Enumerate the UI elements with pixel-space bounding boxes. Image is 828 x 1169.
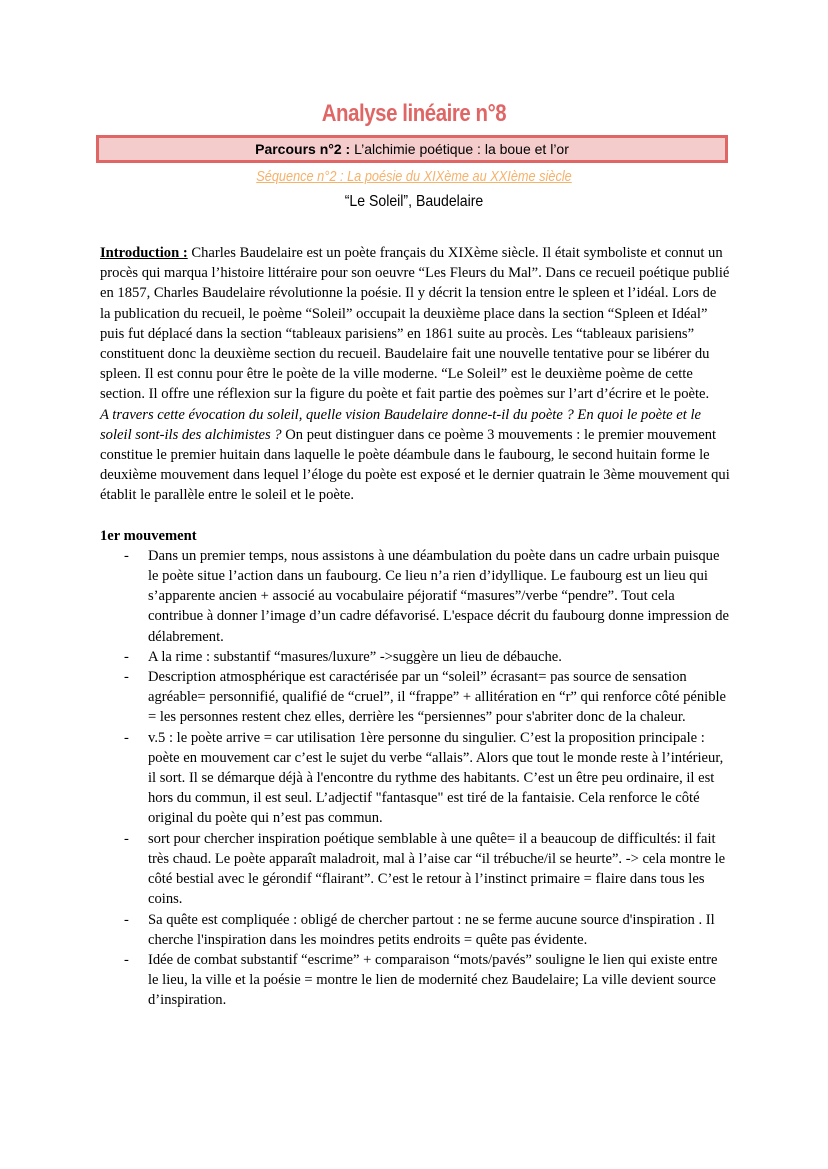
introduction-section — [100, 243, 730, 506]
poem-title: “Le Soleil”, Baudelaire — [344, 193, 484, 210]
list-item-text: Dans un premier temps, nous assistons à une déambulation du poète dans un cadre urbain puisque le poète situe l’action dans un faubourg. Ce lieu n’a rien d’idyllique. Le faubourg est un lieu qui s’apparente ancien + associé au vocabulaire péjoratif “masures”/verbe “pendre”. Tout cela contribue à donner l’image d’un cadre défavorisé. L'espace décrit du faubourg donne impression de délabrement. — [148, 547, 730, 645]
list-item — [124, 950, 730, 1011]
bullet-dash: - — [124, 669, 129, 686]
list-item-text: Description atmosphérique est caractérisée par un “soleil” écrasant= pas source de sensation agréable= personnifié, qualifié de “cruel”, il “frappe” + allitération en “r” qui renforce côté pénible = les personnes restent chez elles, derrière les “persiennes” pour s'abriter donc de la chaleur. — [148, 669, 727, 726]
problematic-paragraph — [100, 405, 730, 506]
bullet-dash: - — [124, 729, 129, 746]
bullet-dash: - — [124, 648, 129, 665]
list-item — [124, 647, 730, 667]
movement-bullet-list — [100, 546, 730, 1011]
introduction-paragraph — [100, 243, 730, 405]
bullet-dash: - — [124, 830, 129, 847]
bullet-dash: - — [124, 911, 129, 928]
bullet-dash: - — [124, 951, 129, 968]
parcours-label: Parcours n°2 : — [255, 141, 351, 157]
list-item — [124, 829, 730, 910]
list-item-text: Sa quête est compliquée : obligé de chercher partout : ne se ferme aucune source d'inspiration . Il cherche l'inspiration dans les moindres petits endroits = quête pas évidente. — [148, 911, 715, 948]
introduction-label: Introduction : — [100, 245, 188, 261]
problematic-question: A travers cette évocation du soleil, quelle vision Baudelaire donne-t-il du poète ? En quoi le poète et le soleil sont-ils des alchimistes ? — [100, 406, 702, 443]
plan-text: On peut distinguer dans ce poème 3 mouvements : le premier mouvement constitue le premier huitain dans laquelle le poète déambule dans le faubourg, le second huitain forme le deuxième mouvement dans lequel l’éloge du poète est exposé et le dernier quatrain le 3ème mouvement qui établit le parallèle entre le soleil et le poète. — [100, 426, 730, 504]
introduction-text: Charles Baudelaire est un poète français du XIXème siècle. Il était symboliste et connut un procès qui marqua l’histoire littéraire pour son oeuvre “Les Fleurs du Mal”. Dans ce recueil poétique publié en 1857, Charles Baudelaire révolutionne la poésie. Il y décrit la tension entre le spleen et l’idéal. Lors de la publication du recueil, le poème “Soleil” occupait la deuxième place dans la section “Spleen et Idéal” puis fut déplacé dans la section “tableaux parisiens” en 1861 suite au procès. Les “tableaux parisiens” constituent donc la deuxième section du recueil. Baudelaire fait une nouvelle tentative pour se libérer du spleen. Il est connu pour être le poète de la ville moderne. “Le Soleil” est le deuxième poème de cette section. Il offre une réflexion sur la figure du poète et fait partie des poèmes sur l’art d’écrire et le poète. — [100, 245, 730, 403]
list-item — [124, 910, 730, 950]
list-item — [124, 667, 730, 728]
bullet-dash: - — [124, 547, 129, 564]
sequence-subtitle: Séquence n°2 : La poésie du XIXème au XXIème siècle — [256, 168, 572, 185]
list-item-text: v.5 : le poète arrive = car utilisation 1ère personne du singulier. C’est la proposition principale : poète en mouvement car c’est le sujet du verbe “allais”. Alors que tout le monde reste à l’intérieur, il sort. Il se démarque déjà à l'encontre du rythme des habitants. C’est un être peu ordinaire, il est hors du commun, il est seul. L’adjectif "fantasque" est tiré de la fantaisie. Cela renforce le côté original du poète qui n’est pas commun. — [148, 729, 724, 827]
document-title: Analyse linéaire n°8 — [321, 100, 507, 127]
parcours-banner — [96, 135, 728, 163]
list-item-text: sort pour chercher inspiration poétique semblable à une quête= il a beaucoup de difficultés: il fait très chaud. Le poète apparaît maladroit, mal à l’aise car “il trébuche/il se heurte”. -> cela montre le côté bestial avec le gérondif “flairant”. C’est le retour à l’instinct primaire = flaire dans tous les coins. — [148, 830, 726, 908]
list-item-text: Idée de combat substantif “escrime” + comparaison “mots/pavés” souligne le lien qui existe entre le lieu, la ville et la poésie = montre le lien de modernité chez Baudelaire; La ville devient source d’inspiration. — [148, 951, 718, 1009]
movement-heading: 1er mouvement — [100, 527, 197, 544]
parcours-text: L’alchimie poétique : la boue et l’or — [350, 141, 569, 157]
list-item — [124, 546, 730, 647]
list-item-text: A la rime : substantif “masures/luxure” ->suggère un lieu de débauche. — [148, 648, 562, 665]
document-body — [100, 243, 730, 1011]
list-item — [124, 728, 730, 829]
